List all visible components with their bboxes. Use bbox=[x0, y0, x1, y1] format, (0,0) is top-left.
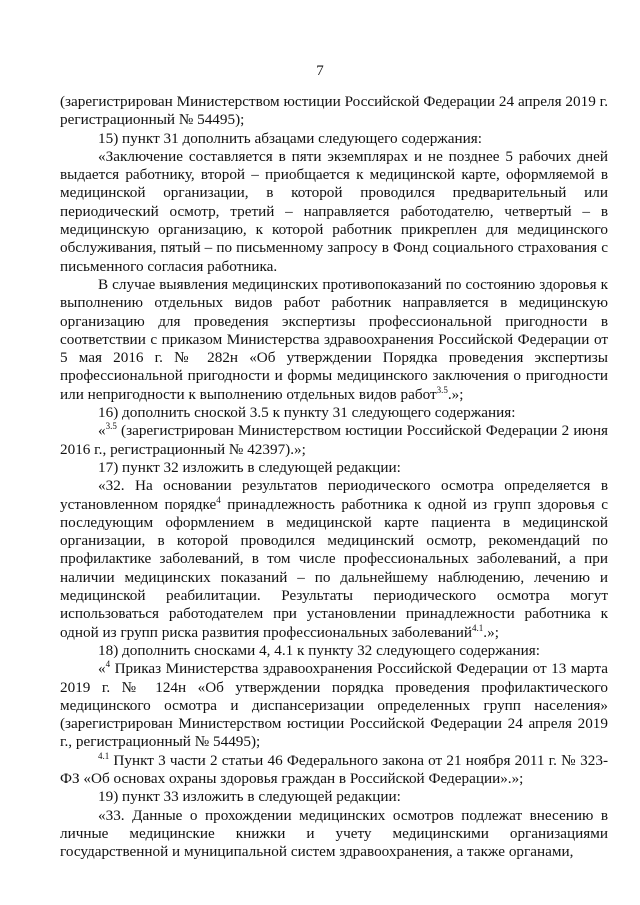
paragraph-item-15: 15) пункт 31 дополнить абзацами следующего содержания: bbox=[98, 129, 482, 147]
footnote-ref-3-5: 3.5 bbox=[436, 384, 448, 395]
paragraph-point-33: «33. Данные о прохождении медицинских осмотров подлежат внесению в личные медицинские книжки и учету медицинскими организациями государственной и муниципальной систем здравоохранения, а также органами, bbox=[60, 806, 608, 861]
paragraph-footnote-3-5: «$^{3.5}$ (зарегистрирован Министерством юстиции Российской Федерации 2 июня 2016 г., регистрационный № 42397).»; bbox=[60, 421, 608, 458]
paragraph-item-18: 18) дополнить сносками 4, 4.1 к пункту 32 следующего содержания: bbox=[98, 641, 540, 659]
paragraph-conclusion-copies: «Заключение составляется в пяти экземплярах и не позднее 5 рабочих дней выдается работнику, второй – приобщается к медицинской карте, оформляемой в медицинской организации, в которой проводился предварительный или периодический осмотр, третий – направляется работодателю, четвертый – в медицинскую организацию, к которой работник прикреплен для медицинского обслуживания, пятый – по письменному запросу в Фонд социального страхования с письменного согласия работника. bbox=[60, 147, 608, 275]
paragraph-registration-note: (зарегистрирован Министерством юстиции Российской Федерации 24 апреля 2019 г. регистрационный № 54495); bbox=[60, 93, 608, 129]
paragraph-item-19: 19) пункт 33 изложить в следующей редакции: bbox=[98, 788, 401, 806]
footnote-mark-4: 4 bbox=[105, 659, 111, 670]
document-body bbox=[60, 93, 608, 861]
paragraph-point-32: «32. На основании результатов периодического осмотра определяется в установленном порядке$^4$ принадлежность работника к одной из групп здоровья с последующим оформлением в медицинской карте пациента в медицинской организации, в которой проводился медицинский осмотр, рекомендаций по профилактике заболеваний, в том числе профессиональных заболеваний, а при наличии медицинских показаний – по дальнейшему наблюдению, лечению и медицинской реабилитации. Результаты периодического осмотра могут использоваться работодателем при установлении принадлежности работника к одной из групп риска развития профессиональных заболеваний$^{4.1}$.»; bbox=[60, 477, 608, 641]
footnote-mark-3-5: 3.5 bbox=[105, 421, 117, 432]
page-number: 7 bbox=[316, 63, 324, 79]
paragraph-item-16: 16) дополнить сноской 3.5 к пункту 31 следующего содержания: bbox=[98, 404, 516, 422]
paragraph-contraindications: В случае выявления медицинских противопоказаний по состоянию здоровья к выполнению отдельных видов работ работник направляется в медицинскую организацию для проведения экспертизы профессиональной пригодности в соответствии с приказом Министерства здравоохранения Российской Федерации от 5 мая 2016 г. № 282н «Об утверждении Порядка проведения экспертизы профессиональной пригодности и формы медицинского заключения о пригодности или непригодности к выполнению отдельных видов работ$^{3.5}$.»; bbox=[60, 275, 608, 403]
footnote-mark-4-1: 4.1 bbox=[98, 750, 110, 761]
paragraph-footnote-4: «$^4$ Приказ Министерства здравоохранения Российской Федерации от 13 марта 2019 г. № 124н «Об утверждении порядка проведения профилактического медицинского осмотра и диспансеризации определенных групп населения» (зарегистрирован Министерством юстиции Российской Федерации 24 апреля 2019 г., регистрационный № 54495); bbox=[60, 659, 608, 751]
footnote-ref-4: 4 bbox=[216, 494, 221, 505]
paragraph-item-17: 17) пункт 32 изложить в следующей редакции: bbox=[98, 458, 401, 476]
footnote-ref-4-1: 4.1 bbox=[472, 622, 484, 633]
paragraph-footnote-4-1: $^{4.1}$ Пункт 3 части 2 статьи 46 Федерального закона от 21 ноября 2011 г. № 323-ФЗ «Об основах охраны здоровья граждан в Российской Федерации».»; bbox=[60, 750, 608, 787]
